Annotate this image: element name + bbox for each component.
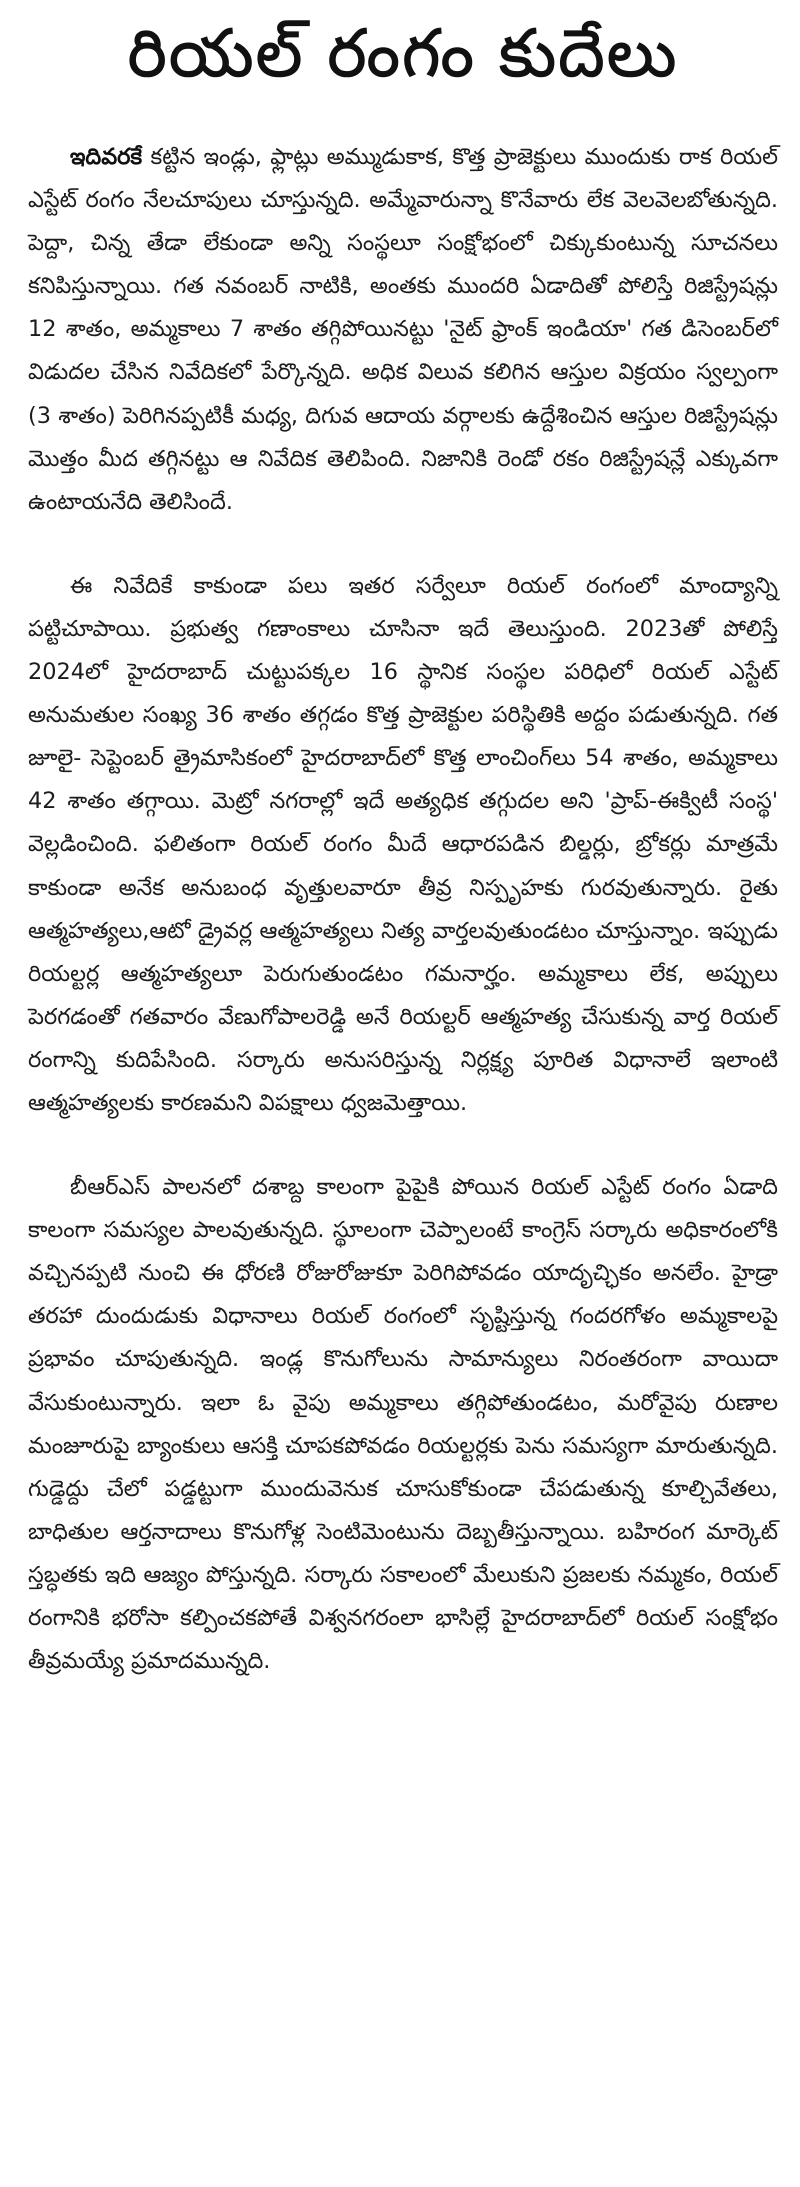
paragraph-text: ఈ నివేదికే కాకుండా పలు ఇతర సర్వేలూ రియల్ రంగంలో మాంద్యాన్ని పట్టిచూపాయి. ప్రభుత్వ గణాంకాలు చూసినా ఇదే తెలుస్తుంది. 2023తో పోలిస్తే 2024లో హైదరాబాద్ చుట్టుపక్కల 16 స్థానిక సంస్థల పరిధిలో రియల్ ఎస్టేట్ అనుమతుల సంఖ్య 36 శాతం తగ్గడం కొత్త ప్రాజెక్టుల పరిస్థితికి అద్దం పడుతున్నది. గత జూలై- సెప్టెంబర్ త్రైమాసికంలో హైదరాబాద్‌లో కొత్త లాంచింగ్‌లు 54 శాతం, అమ్మకాలు 42 శాతం తగ్గాయి. మెట్రో నగరాల్లో ఇదే అత్యధిక తగ్గుదల అని 'ప్రాప్-ఈక్విటీ సంస్థ' వెల్లడించింది. ఫలితంగా రియల్ రంగం మీదే ఆధారపడిన బిల్డర్లు, బ్రోకర్లు మాత్రమే కాకుండా అనేక అనుబంధ వృత్తులవారూ తీవ్ర నిస్పృహకు గురవుతున్నారు. రైతు ఆత్మహత్యలు,ఆటో డ్రైవర్ల ఆత్మహత్యలు నిత్య వార్తలవుతుండటం చూస్తున్నాం. ఇప్పుడు రియల్టర్ల ఆత్మహత్యలూ పెరుగుతుండటం గమనార్హం. అమ్మకాలు లేక, అప్పులు పెరగడంతో గతవారం వేణుగోపాలరెడ్డి అనే రియల్టర్ ఆత్మహత్య చేసుకున్న వార్త రియల్ రంగాన్ని కుదిపేసింది. సర్కారు అనుసరిస్తున్న నిర్లక్ష్య పూరిత విధానాలే ఇలాంటి ఆత్మహత్యలకు కారణమని విపక్షాలు ధ్వజమెత్తాయి. [28, 572, 778, 1116]
paragraph-lead: ఇదివరకే [70, 144, 143, 170]
article-body [28, 136, 778, 1683]
paragraph-3 [28, 1166, 778, 1683]
paragraph-text: బీఆర్ఎస్ పాలనలో దశాబ్ద కాలంగా పైపైకి పోయిన రియల్ ఎస్టేట్ రంగం ఏడాది కాలంగా సమస్యల పాలవుతున్నది. స్థూలంగా చెప్పాలంటే కాంగ్రెస్ సర్కారు అధికారంలోకి వచ్చినప్పటి నుంచి ఈ ధోరణి రోజురోజుకూ పెరిగిపోవడం యాదృచ్ఛికం అనలేం. హైడ్రా తరహా దుందుడుకు విధానాలు రియల్ రంగంలో సృష్టిస్తున్న గందరగోళం అమ్మకాలపై ప్రభావం చూపుతున్నది. ఇండ్ల కొనుగోలును సామాన్యులు నిరంతరంగా వాయిదా వేసుకుంటున్నారు. ఇలా ఓ వైపు అమ్మకాలు తగ్గిపోతుండటం, మరోవైపు రుణాల మంజూరుపై బ్యాంకులు ఆసక్తి చూపకపోవడం రియల్టర్లకు పెను సమస్యగా మారుతున్నది. గుడ్డెద్దు చేలో పడ్డట్టుగా ముందువెనుక చూసుకోకుండా చేపడుతున్న కూల్చివేతలు, బాధితుల ఆర్తనాదాలు కొనుగోళ్ల సెంటిమెంటును దెబ్బతీస్తున్నాయి. బహిరంగ మార్కెట్ స్తబ్ధతకు ఇది ఆజ్యం పోస్తున్నది. సర్కారు సకాలంలో మేలుకుని ప్రజలకు నమ్మకం, రియల్ రంగానికి భరోసా కల్పించకపోతే విశ్వనగరంలా భాసిల్లే హైదరాబాద్‌లో రియల్ సంక్షోభం తీవ్రమయ్యే ప్రమాదమున్నది. [28, 1174, 778, 1675]
paragraph-2 [28, 565, 778, 1125]
paragraph-1 [28, 136, 778, 524]
paragraph-text: కట్టిన ఇండ్లు, ఫ్లాట్లు అమ్ముడుకాక, కొత్త ప్రాజెక్టులు ముందుకు రాక రియల్ ఎస్టేట్ రంగం నేలచూపులు చూస్తున్నది. అమ్మేవారున్నా కొనేవారు లేక వెలవెలబోతున్నది. పెద్దా, చిన్న తేడా లేకుండా అన్ని సంస్థలూ సంక్షోభంలో చిక్కుకుంటున్న సూచనలు కనిపిస్తున్నాయి. గత నవంబర్ నాటికి, అంతకు ముందరి ఏడాదితో పోలిస్తే రిజిస్ట్రేషన్లు 12 శాతం, అమ్మకాలు 7 శాతం తగ్గిపోయినట్టు 'నైట్ ఫ్రాంక్ ఇండియా' గత డిసెంబర్‌లో విడుదల చేసిన నివేదికలో పేర్కొన్నది. అధిక విలువ కలిగిన ఆస్తుల విక్రయం స్వల్పంగా (3 శాతం) పెరిగినప్పటికీ మధ్య, దిగువ ఆదాయ వర్గాలకు ఉద్దేశించిన ఆస్తుల రిజిస్ట్రేషన్లు మొత్తం మీద తగ్గినట్టు ఆ నివేదిక తెలిపింది. నిజానికి రెండో రకం రిజిస్ట్రేషన్లే ఎక్కువగా ఉంటాయనేది తెలిసిందే. [28, 144, 778, 515]
headline: రియల్ రంగం కుదేలు [127, 14, 679, 92]
